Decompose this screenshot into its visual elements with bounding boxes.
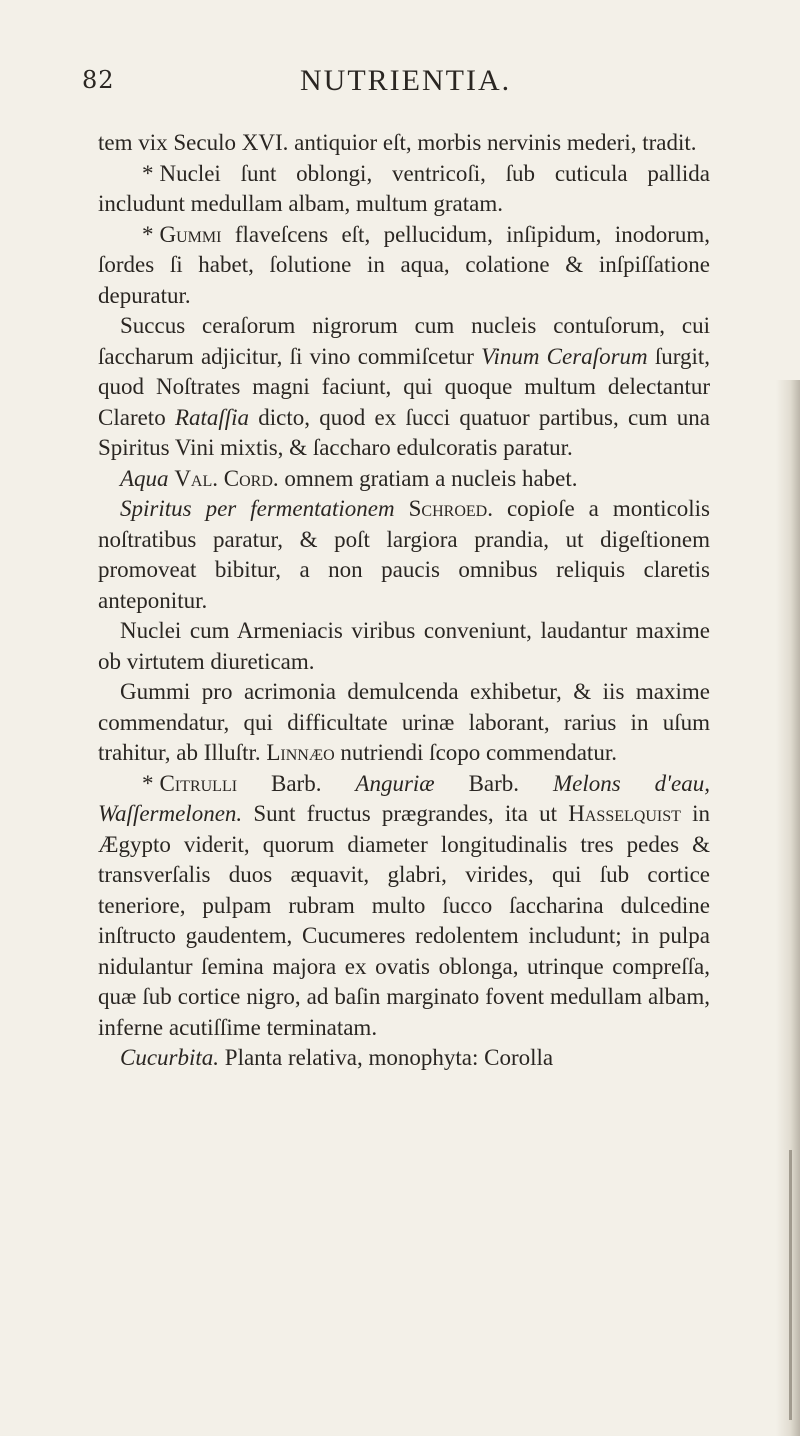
paragraph-succus: Succus ceraſorum nigrorum cum nucleis contuſorum, cui ſaccharum adjicitur, ſi vino commiſcetur Vinum Ceraſorum ſurgit, quod Noſtrates magni faciunt, qui quoque multum delectantur Clareto Rataſſia dicto, quod ex ſucci quatuor partibus, cum una Spiritus Vini mixtis, & ſaccharo edulcoratis paratur. <box>98 313 711 460</box>
page-header <box>0 66 800 106</box>
term-ratassia: Rataſſia <box>174 404 250 430</box>
author-schroed: Schroed. <box>408 496 493 521</box>
paragraph-gummi: * Gummi flaveſcens eſt, pellucidum, inſipidum, inodorum, ſordes ſi habet, ſolutione in aqua, colatione & inſpiſſatione depuratur. <box>98 221 710 308</box>
paragraph-spiritus: Spiritus per fermentationem Schroed. copioſe a monticolis noſtratibus paratur, & poſt largiora prandia, ut digeſtionem promoveat bibitur, a non paucis omnibus reliquis claretis anteponitur. <box>98 496 711 613</box>
term-aqua: Aqua <box>120 465 169 491</box>
term-spiritus: Spiritus per fermentationem <box>120 496 395 521</box>
paragraph-citrulli: * Citrulli Barb. Anguriæ Barb. Melons d'eau, Waſſermelonen. Sunt fructus prægrandes, ita ut Hasselquist in Ægypto viderit, quorum diameter longitudinalis tres pedes & transverſalis duos æquavit, glabri, virides, qui ſub cortice teneriore, pulpam rubram multo ſucco ſaccharina dulcedine inſtructo gaudentem, Cucumeres redolentem includunt; in pulpa nidulantur ſemina majora ex ovatis oblonga, utrinque compreſſa, quæ ſub cortice nigro, ad baſin marginato fovent medullam albam, inferne acutiſſime terminatam. <box>98 770 710 1040</box>
author-val-cord: Val. Cord. <box>174 465 279 491</box>
term-citrulli: Citrulli <box>159 770 238 796</box>
page-number: 82 <box>82 66 115 94</box>
paragraph-1: tem vix Seculo XVI. antiquior eſt, morbis nervinis mederi, tradit. <box>98 130 697 155</box>
asterisk-mark: * <box>142 160 154 186</box>
term-cucurbita: Cucurbita. <box>120 1045 220 1070</box>
running-head: NUTRIENTIA. <box>300 64 512 97</box>
paragraph-cucurbita: Cucurbita. Planta relativa, monophyta: Corolla <box>120 1045 554 1070</box>
term-anguriae: Anguriæ <box>355 770 435 796</box>
scan-edge-shadow <box>776 380 800 1436</box>
paragraph-nuclei-armeniacis: Nuclei cum Armeniacis viribus conveniunt, laudantur maxime ob virtutem diureticam. <box>98 618 710 674</box>
body-text <box>98 128 710 1074</box>
scan-edge-line <box>789 1150 792 1420</box>
paragraph-aqua: Aqua Val. Cord. omnem gratiam a nucleis habet. <box>120 465 578 491</box>
term-gummi: Gummi <box>159 221 222 247</box>
author-hasselquist: Hasselquist <box>568 801 681 826</box>
paragraph-nuclei: * Nuclei ſunt oblongi, ventricoſi, ſub cuticula pallida includunt medullam albam, multum gratam. <box>98 160 710 216</box>
term-melons: Melons d'eau, Waſſermelonen. <box>98 770 710 826</box>
paragraph-gummi-acrimonia: Gummi pro acrimonia demulcenda exhibetur, & iis maxime commendatur, qui difficultate urinæ laborant, rarius in uſum trahitur, ab Illuſtr. Linnæo nutriendi ſcopo commendatur. <box>98 679 710 765</box>
asterisk-mark: * <box>142 770 154 796</box>
term-vinum-cerasorum: Vinum Ceraſorum <box>481 343 648 369</box>
asterisk-mark: * <box>142 221 154 247</box>
author-linnaeo: Linnæo <box>266 740 335 765</box>
